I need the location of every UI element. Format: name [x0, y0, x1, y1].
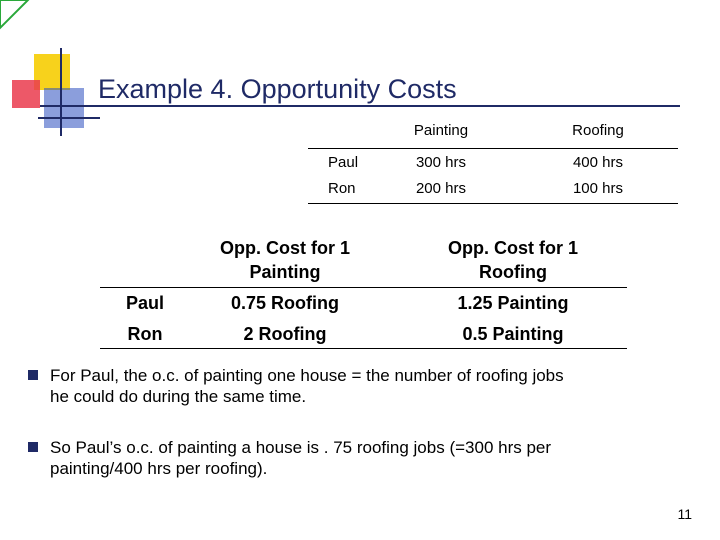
title-underline [40, 105, 680, 107]
hours-cell: 400 hrs [572, 154, 624, 171]
hours-cell: 300 hrs [415, 154, 467, 171]
hours-row-name: Paul [328, 154, 359, 171]
oc-header-painting-line2: Painting [249, 262, 321, 282]
corner-mark-icon [0, 0, 30, 30]
page-number: 11 [677, 506, 692, 522]
bullet-square-icon [28, 370, 38, 380]
slide-logo-icon [0, 40, 110, 140]
bullet-square-icon [28, 442, 38, 452]
oc-header-painting-line1: Opp. Cost for 1 [220, 238, 350, 258]
hours-header-roofing: Roofing [572, 122, 624, 139]
bullet-text [50, 437, 690, 479]
oc-bottom-rule [100, 348, 627, 349]
bullet-text [50, 365, 690, 407]
oc-cell: 1.25 Painting [457, 293, 569, 313]
hours-cell: 100 hrs [572, 180, 624, 197]
hours-row-name: Ron [328, 180, 356, 197]
oc-row-name: Ron [127, 324, 163, 344]
hours-header-rule [308, 148, 678, 149]
oc-header-roofing-line2: Roofing [479, 262, 547, 282]
slide-title: Example 4. Opportunity Costs [98, 74, 457, 104]
oc-cell: 2 Roofing [243, 324, 327, 344]
bullet-line: painting/400 hrs per roofing). [50, 459, 268, 478]
oc-cell: 0.75 Roofing [230, 293, 339, 313]
bullet-line: For Paul, the o.c. of painting one house = the number of roofing jobs [50, 366, 564, 385]
oc-cell: 0.5 Painting [462, 324, 564, 344]
hours-cell: 200 hrs [415, 180, 467, 197]
oc-header-roofing-line1: Opp. Cost for 1 [448, 238, 578, 258]
bullet-line: So Paul’s o.c. of painting a house is . 75 roofing jobs (=300 hrs per [50, 438, 552, 457]
hours-header-painting: Painting [413, 122, 469, 139]
oc-header-rule [100, 287, 627, 288]
oc-row-name: Paul [125, 293, 164, 313]
hours-bottom-rule [308, 203, 678, 204]
bullet-line: he could do during the same time. [50, 387, 307, 406]
